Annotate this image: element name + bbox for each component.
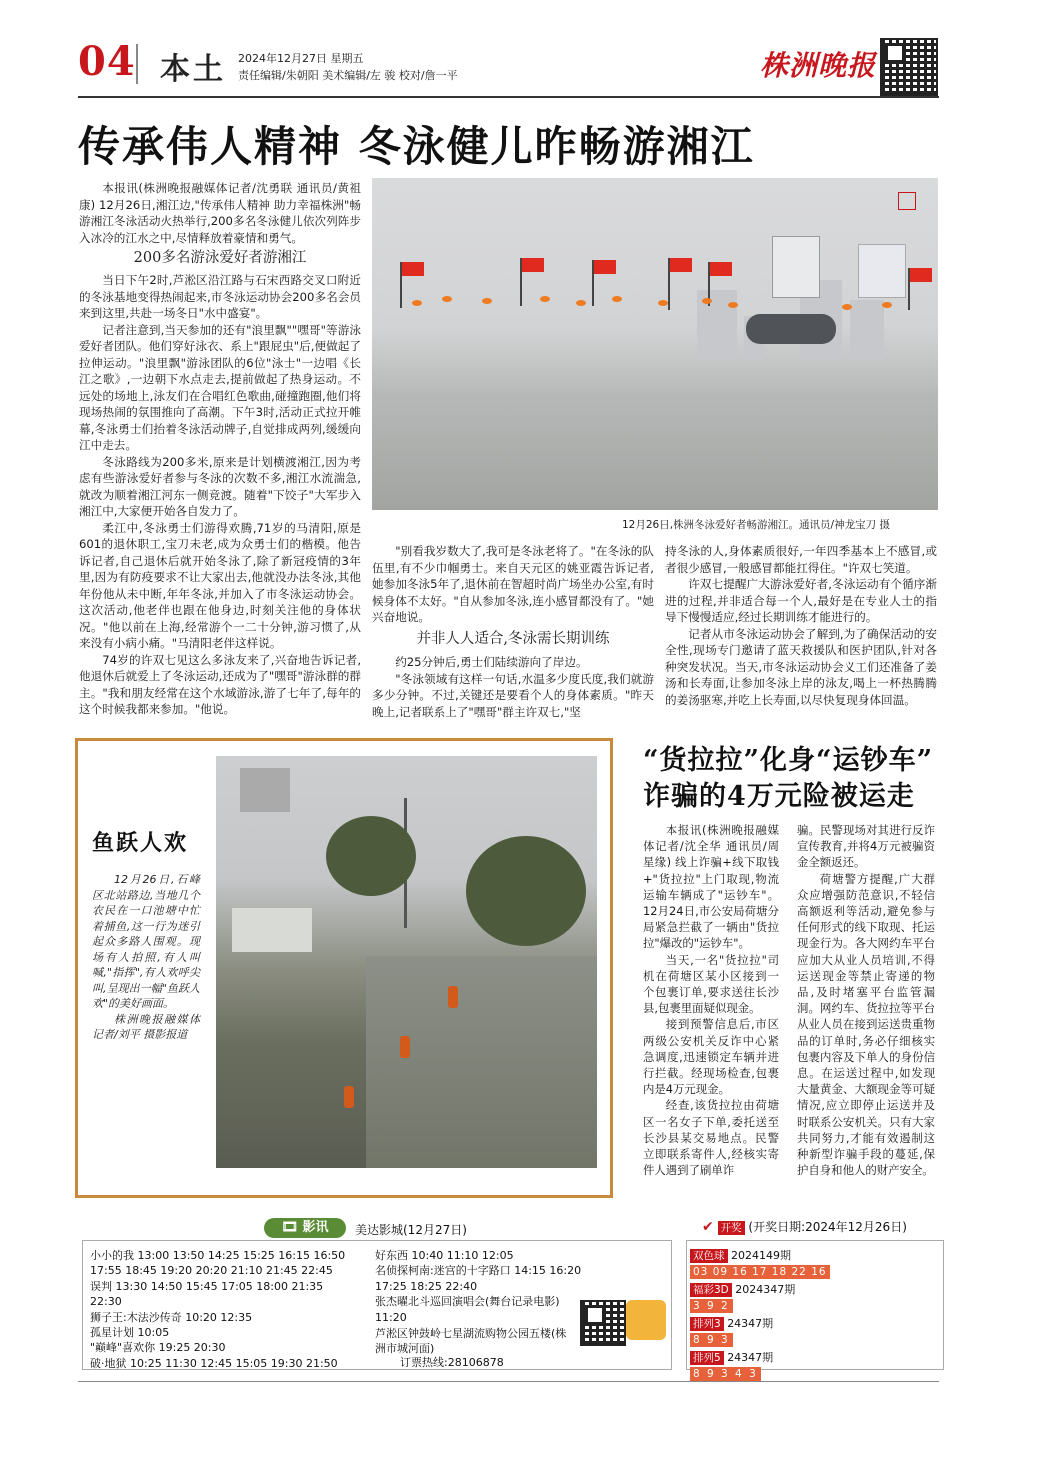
schedule-line: 17:55 18:45 19:20 20:20 21:10 21:45 22:45: [90, 1264, 333, 1278]
paragraph: 当天,一名"货拉拉"司机在荷塘区某小区接到一个包裹订单,要求送往长沙县,包裹里面疑似现金。: [643, 952, 779, 1016]
header-editors: 责任编辑/朱朝阳 美术编辑/左 骏 校对/詹一平: [238, 69, 458, 82]
paragraph: 荷塘警方提醒,广大群众应增强防范意识,不轻信高额返利等活动,避免参与任何形式的线下取现、托运现金行为。各大网约车平台应加大从业人员培训,不得运送现金等禁止寄递的物品,及时堵塞平台监管漏洞。网约车、货拉拉等平台从业人员在接到运送贵重物品的订单时,务必仔细核实包裹内容及下单人的身份信息。在运送过程中,如发现大量黄金、大额现金等可疑情况,应立即停止运送并及时联系公安机关。只有大家共同努力,才能有效遏制这种新型诈骗手段的蔓延,保护自身和他人的财产安全。: [797, 871, 935, 1178]
schedule-line: 22:30: [90, 1295, 122, 1309]
qr-code-icon: [880, 38, 938, 96]
cinema-title: 美达影城(12月27日): [355, 1223, 467, 1237]
lottery-numbers: 3 9 2: [690, 1299, 733, 1313]
paragraph: "别看我岁数大了,我可是冬泳老将了。"在冬泳的队伍里,有不少巾帼勇士。来自天元区的姚亚霞告诉记者,她参加冬泳5年了,退休前在智超时尚广场坐办公室,有时候身体不太好。"自从参加冬泳,连小感冒都没有了。"她兴奋地说。: [372, 544, 654, 624]
lottery-results: [690, 1247, 940, 1381]
schedule-line: 名侦探柯南:迷宫的十字路口 14:15 16:20: [375, 1264, 582, 1278]
schedule-line: 11:20: [375, 1310, 407, 1324]
paragraph: 持冬泳的人,身体素质很好,一年四季基本上不感冒,或者很少感冒,一般感冒都能扛得住。"许双七笑道。: [665, 544, 937, 575]
cinema-address: 芦淞区钟鼓岭七星湖流购物公园五楼(株洲市城河面): [375, 1327, 567, 1356]
paragraph: 株洲晚报融媒体记者/刘平 摄影报道: [92, 1012, 200, 1041]
article1-col2: [372, 543, 654, 626]
paragraph: 骗。民警现场对其进行反诈宣传教育,并将4万元被骗资金全额返还。: [797, 823, 935, 870]
paragraph: "冬泳领域有这样一句话,水温多少度氏度,我们就游多少分钟。不过,关键还是要看个人的身体素质。"昨天晚上,记者联系上了"嘿哥"群主许双七,"坚: [372, 671, 654, 719]
paragraph: 经查,该货拉拉由荷塘区一名女子下单,委托送至长沙县某交易地点。民警立即联系寄件人,经核实寄件人遇到了刷单诈: [643, 1098, 779, 1178]
header-date: 2024年12月27日 星期五: [238, 52, 364, 65]
article1-subhead-1: 200多名游泳爱好者游湘江: [133, 250, 307, 266]
lottery-label: 福彩3D: [690, 1283, 732, 1297]
schedule-line: "巅峰"喜欢你 19:25 20:30: [90, 1341, 226, 1355]
paragraph: 当日下午2时,芦淞区沿江路与石宋西路交叉口附近的冬泳基地变得热闹起来,市冬泳运动协会200多名会员来到这里,共赴一场冬日"水中盛宴"。: [79, 273, 361, 320]
schedule-line: 误判 13:30 14:50 15:45 17:05 18:00 21:35: [90, 1279, 324, 1293]
article1-lead: [79, 180, 361, 246]
film-icon: 🎞: [281, 1220, 298, 1235]
article1-col1: [79, 272, 361, 718]
article2-headline-line1: “货拉拉”化身“运钞车”: [643, 745, 934, 776]
article2-col2: [797, 822, 935, 1178]
lottery-label: 排列3: [690, 1317, 724, 1331]
paragraph: 74岁的许双七见这么多泳友来了,兴奋地告诉记者,他退休后就爱上了冬泳运动,还成为了"嘿哥"游泳群的群主。"我和朋友经常在这个水域游泳,游了七年了,每年的这个时候我都来参加。"他说。: [79, 652, 361, 716]
paragraph: 记者从市冬泳运动协会了解到,为了确保活动的安全性,现场专门邀请了蓝天救援队和医护团队,针对各种突发状况。当天,市冬泳运动协会义工们还准备了姜汤和长寿面,让参加冬泳上岸的泳友,喝上一杯热腾腾的姜汤驱寒,并吃上长寿面,以尽快复现身体回温。: [665, 626, 937, 707]
paragraph: 许双七提醒广大游泳爱好者,冬泳运动有个循序渐进的过程,并非适合每一个人,最好是在专业人士的指导下慢慢适应,经过长期训练才能进行的。: [665, 577, 937, 624]
paragraph: 约25分钟后,勇士们陆续游向了岸边。: [395, 655, 588, 669]
photo1-caption: 12月26日,株洲冬泳爱好者畅游湘江。通讯员/神龙宝刀 摄: [622, 519, 890, 531]
cinema-badge: [264, 1218, 346, 1238]
schedule-line: 狮子王:木法沙传奇 10:20 12:35: [90, 1310, 253, 1324]
article1-col3: [665, 543, 937, 708]
lottery-label: 排列5: [690, 1351, 724, 1365]
lead-paragraph: 本报讯(株洲晚报融媒体记者/沈勇联 通讯员/黄祖康) 12月26日,湘江边,"传承伟人精神 助力幸福株洲"畅游湘江冬泳活动火热举行,200多名冬泳健儿依次列阵步入冰冷的江水之中,尽情释放着豪情和勇气。: [79, 181, 361, 245]
article1-col2b: [372, 654, 654, 720]
cinema-phone: 订票热线:28106878: [400, 1356, 504, 1369]
schedule-line: 孤星计划 10:05: [90, 1326, 170, 1340]
cinema-schedule-right: [375, 1248, 615, 1325]
feature-caption: [92, 872, 200, 1043]
lottery-numbers: 03 09 16 17 18 22 16: [690, 1265, 830, 1279]
paragraph: 本报讯(株洲晚报融媒体记者/沈全华 通讯员/周星缘) 线上诈骗+线下取钱+"货拉拉"上门取现,物流运输车辆成了"运钞车"。12月24日,市公安局荷塘分局紧急拦截了一辆由"货拉拉"爆改的"运钞车"。: [643, 823, 779, 951]
checkmark-icon: ✔: [702, 1219, 714, 1235]
article1-headline: 传承伟人精神 冬泳健儿昨畅游湘江: [78, 122, 755, 171]
paragraph: 冬泳路线为200多米,原来是计划横渡湘江,因为考虑有些游泳爱好者参与冬泳的次数不多,湘江水流湍急,就改为顺着湘江河东一侧竞渡。随着"下饺子"大军步入湘江中,大家便开始各自发力了。: [79, 454, 361, 518]
lottery-header: [702, 1218, 907, 1235]
winter-swim-photo: [372, 178, 938, 510]
lottery-period: 2024347期: [735, 1283, 796, 1296]
schedule-line: 17:25 18:25 22:40: [375, 1279, 478, 1293]
lottery-period: 24347期: [727, 1351, 774, 1364]
lottery-period: 2024149期: [731, 1249, 791, 1262]
lottery-numbers: 8 9 3 4 3: [690, 1367, 761, 1381]
cinema-schedule-left: [90, 1248, 360, 1371]
header-divider: [136, 44, 138, 84]
header-rule: [78, 96, 939, 98]
page-number: 04: [78, 38, 136, 85]
cinema-badge-label: 影讯: [302, 1220, 329, 1235]
schedule-line: 张杰曜北斗巡回演唱会(舞台记录电影): [375, 1295, 560, 1309]
section-title: 本土: [160, 52, 226, 87]
feature-title: 鱼跃人欢: [92, 830, 189, 856]
lottery-heading: 开奖: [718, 1221, 745, 1235]
fishing-photo: [216, 756, 597, 1168]
article1-subhead-2: 并非人人适合,冬泳需长期训练: [416, 631, 610, 647]
lottery-numbers: 8 9 3: [690, 1333, 733, 1347]
paragraph: 柔江中,冬泳勇士们游得欢腾,71岁的马清阳,原是601的退休职工,宝刀未老,成为众勇士们的楷模。他告诉记者,自己退休后就开始冬泳了,除了新冠疫情的3年里,因为有防疫要求不让大家出去,他就没办法冬泳,其他年份他从未中断,年年冬泳,并加入了市冬泳运动协会。这次活动,他老伴也跟在他身边,时刻关注他的身体状况。"他以前在上海,经常游个一二十分钟,游习惯了,从来没有小病小痛。"马清阳老伴这样说。: [79, 520, 361, 650]
lottery-period: 24347期: [727, 1317, 774, 1330]
paragraph: 12月26日,石峰区北站路边,当地几个农民在一口池塘中忙着捕鱼,这一行为迷引起众多路人围观。现场有人拍照,有人叫喊,"指挥",有人欢呼尖叫,呈现出一幅"鱼跃人欢"的美好画面。: [92, 873, 200, 1010]
cinema-qr-code-icon: [580, 1300, 626, 1346]
schedule-line: 破·地狱 10:25 11:30 12:45 15:05 19:30 21:50: [90, 1356, 338, 1370]
schedule-line: 好东西 10:40 11:10 12:05: [375, 1249, 514, 1262]
footer-rule: [78, 1381, 939, 1382]
cinema-logo-icon: [626, 1300, 666, 1340]
article2-col1: [643, 822, 779, 1178]
paragraph: 接到预警信息后,市区两级公安机关反诈中心紧急调度,迅速锁定车辆并进行拦截。经现场检查,包裹内是4万元现金。: [643, 1017, 779, 1097]
paper-logo: 株洲晚报: [760, 49, 877, 82]
paragraph: 记者注意到,当天参加的还有"浪里飘""嘿哥"等游泳爱好者团队。他们穿好泳衣、系上"跟屁虫"后,便做起了拉伸运动。"浪里飘"游泳团队的6位"泳士"一边唱《长江之歌》,一边朝下水点走去,提前做起了热身运动。不远处的场地上,泳友们在合唱红色歌曲,碰撞跑圈,他们将现场热闹的氛围推向了高潮。下午3时,活动正式拉开帷幕,冬泳勇士们抬着冬泳活动牌子,自觉排成两列,缓缓向江中走去。: [79, 322, 361, 452]
article2-headline-line2: 诈骗的4万元险被运走: [643, 781, 915, 812]
lottery-date: (开奖日期:2024年12月26日): [748, 1220, 907, 1234]
schedule-line: 小小的我 13:00 13:50 14:25 15:25 16:15 16:50: [90, 1249, 346, 1262]
lottery-label: 双色球: [690, 1249, 728, 1263]
